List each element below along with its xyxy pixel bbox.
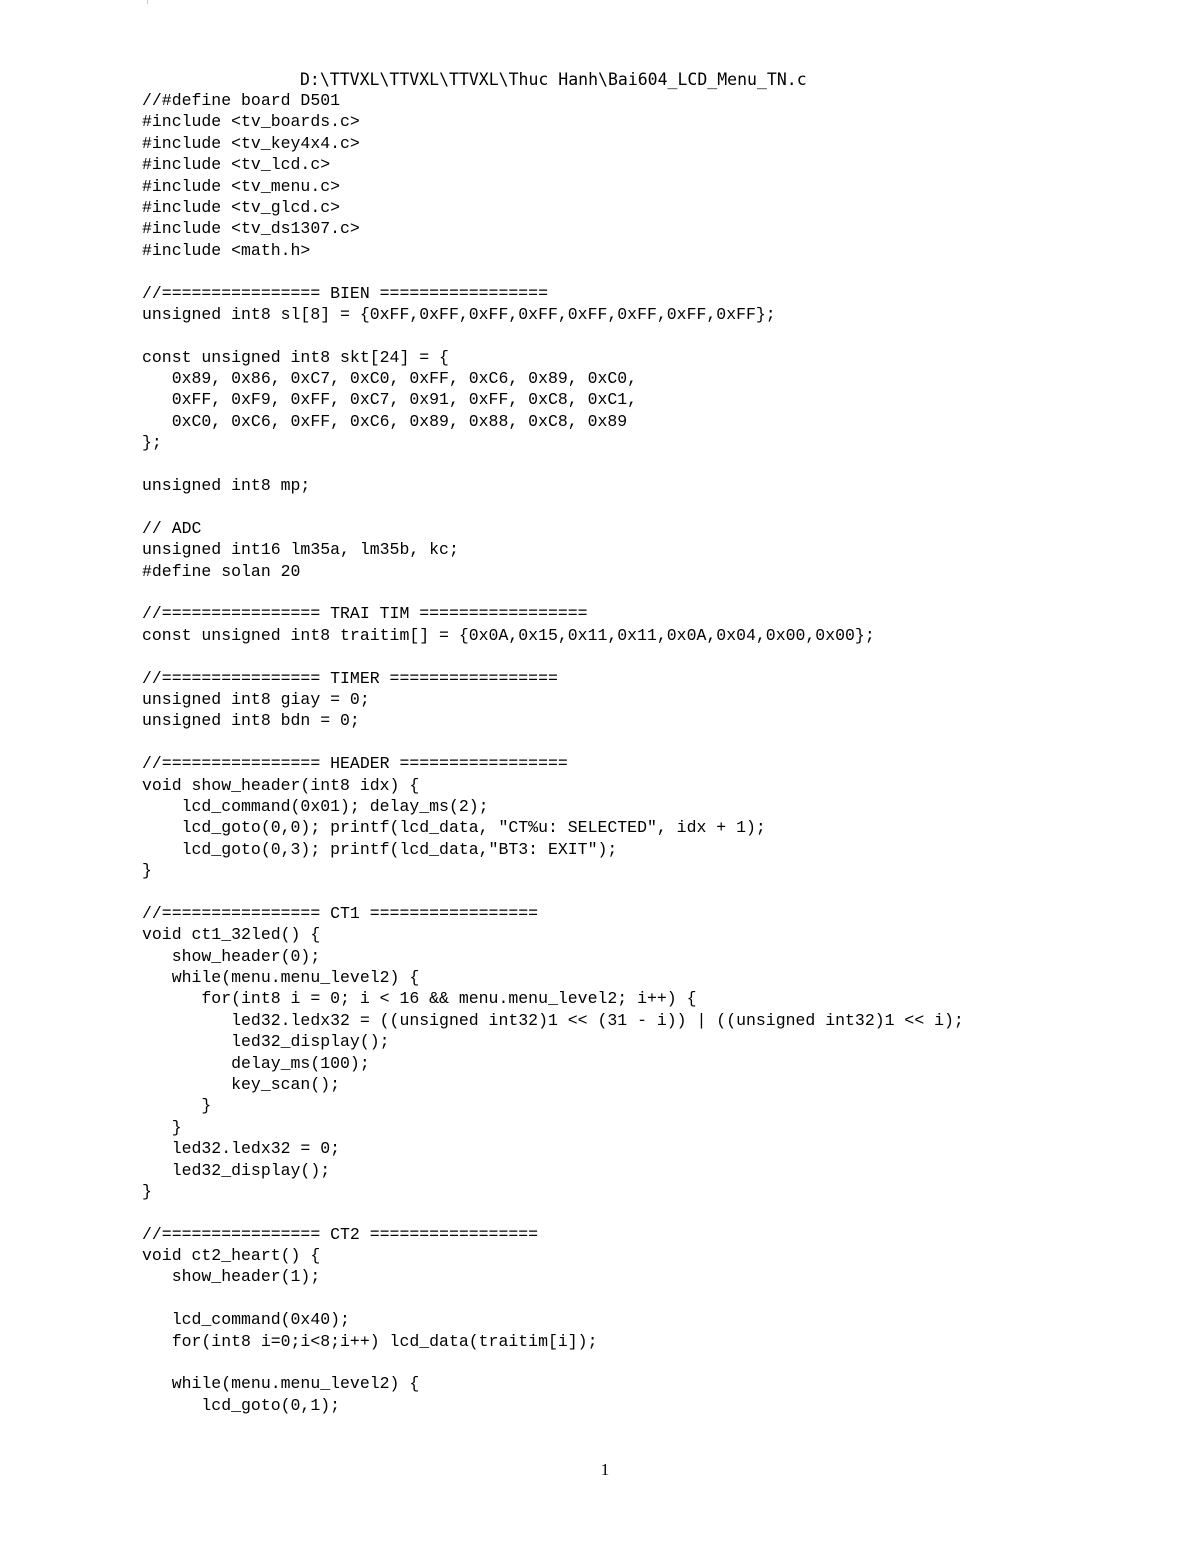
- code-line: //================ HEADER =================: [142, 754, 568, 774]
- code-line: 0xFF, 0xF9, 0xFF, 0xC7, 0x91, 0xFF, 0xC8, 0xC1,: [142, 390, 638, 410]
- code-line: [142, 1288, 964, 1309]
- code-line: [142, 496, 964, 517]
- code-line: //#define board D501: [142, 91, 341, 110]
- code-line: void show_header(int8 idx) {: [142, 775, 420, 795]
- code-line: led32.ledx32 = ((unsigned int32)1 << (31 - i)) | ((unsigned int32)1 << i);: [142, 1010, 964, 1030]
- code-line: key_scan();: [142, 1074, 341, 1094]
- code-line: }: [142, 1096, 212, 1116]
- code-line: //================ TIMER =================: [142, 668, 558, 688]
- code-line: 0x89, 0x86, 0xC7, 0xC0, 0xFF, 0xC6, 0x89, 0xC0,: [142, 369, 638, 389]
- code-line: lcd_goto(0,3); printf(lcd_data,"BT3: EXIT");: [142, 839, 618, 859]
- code-line: //================ BIEN =================: [142, 283, 548, 303]
- code-line: show_header(1);: [142, 1267, 321, 1287]
- file-path-header: D:\TTVXL\TTVXL\TTVXL\Thuc Hanh\Bai604_LCD_Menu_TN.c: [300, 70, 807, 89]
- code-line: led32_display();: [142, 1032, 390, 1052]
- code-line: void ct2_heart() {: [142, 1246, 321, 1266]
- code-line: const unsigned int8 traitim[] = {0x0A,0x15,0x11,0x11,0x0A,0x04,0x00,0x00};: [142, 625, 875, 645]
- code-line: unsigned int8 bdn = 0;: [142, 711, 360, 731]
- page-number: 1: [600, 1460, 610, 1479]
- code-line: delay_ms(100);: [142, 1053, 370, 1073]
- code-line: #include <tv_key4x4.c>: [142, 133, 360, 153]
- source-code-listing: [142, 90, 964, 1416]
- code-line: [142, 261, 964, 282]
- scan-mark: [147, 0, 148, 4]
- code-line: unsigned int16 lm35a, lm35b, kc;: [142, 540, 459, 560]
- code-line: void ct1_32led() {: [142, 925, 321, 945]
- code-line: }: [142, 1117, 182, 1137]
- code-line: //================ CT1 =================: [142, 903, 539, 923]
- code-line: // ADC: [142, 518, 202, 538]
- code-line: [142, 881, 964, 902]
- code-line: #include <tv_lcd.c>: [142, 155, 331, 175]
- code-line: [142, 325, 964, 346]
- code-line: }: [142, 861, 152, 881]
- code-line: [142, 582, 964, 603]
- code-line: for(int8 i = 0; i < 16 && menu.menu_level2; i++) {: [142, 989, 697, 1009]
- code-line: for(int8 i=0;i<8;i++) lcd_data(traitim[i]);: [142, 1331, 598, 1351]
- code-line: [142, 1202, 964, 1223]
- code-line: [142, 646, 964, 667]
- code-line: [142, 732, 964, 753]
- code-line: lcd_goto(0,0); printf(lcd_data, "CT%u: SELECTED", idx + 1);: [142, 818, 766, 838]
- code-line: lcd_command(0x01); delay_ms(2);: [142, 796, 489, 816]
- code-line: const unsigned int8 skt[24] = {: [142, 347, 449, 367]
- code-line: lcd_command(0x40);: [142, 1310, 350, 1330]
- code-line: while(menu.menu_level2) {: [142, 968, 420, 988]
- code-line: #define solan 20: [142, 561, 301, 581]
- code-line: lcd_goto(0,1);: [142, 1395, 341, 1415]
- code-line: unsigned int8 sl[8] = {0xFF,0xFF,0xFF,0xFF,0xFF,0xFF,0xFF,0xFF};: [142, 304, 776, 324]
- code-line: unsigned int8 giay = 0;: [142, 689, 370, 709]
- code-line: led32.ledx32 = 0;: [142, 1139, 341, 1159]
- code-line: show_header(0);: [142, 946, 321, 966]
- code-line: #include <tv_glcd.c>: [142, 197, 341, 217]
- code-line: #include <math.h>: [142, 240, 311, 260]
- code-line: #include <tv_boards.c>: [142, 112, 360, 132]
- code-line: //================ CT2 =================: [142, 1224, 539, 1244]
- code-line: 0xC0, 0xC6, 0xFF, 0xC6, 0x89, 0x88, 0xC8, 0x89: [142, 411, 628, 431]
- code-line: #include <tv_menu.c>: [142, 176, 341, 196]
- code-line: #include <tv_ds1307.c>: [142, 219, 360, 239]
- code-line: };: [142, 433, 162, 453]
- code-line: //================ TRAI TIM =================: [142, 604, 588, 624]
- code-line: [142, 1352, 964, 1373]
- code-line: [142, 454, 964, 475]
- code-line: unsigned int8 mp;: [142, 476, 311, 496]
- code-line: while(menu.menu_level2) {: [142, 1374, 420, 1394]
- code-line: led32_display();: [142, 1160, 331, 1180]
- code-line: }: [142, 1181, 152, 1201]
